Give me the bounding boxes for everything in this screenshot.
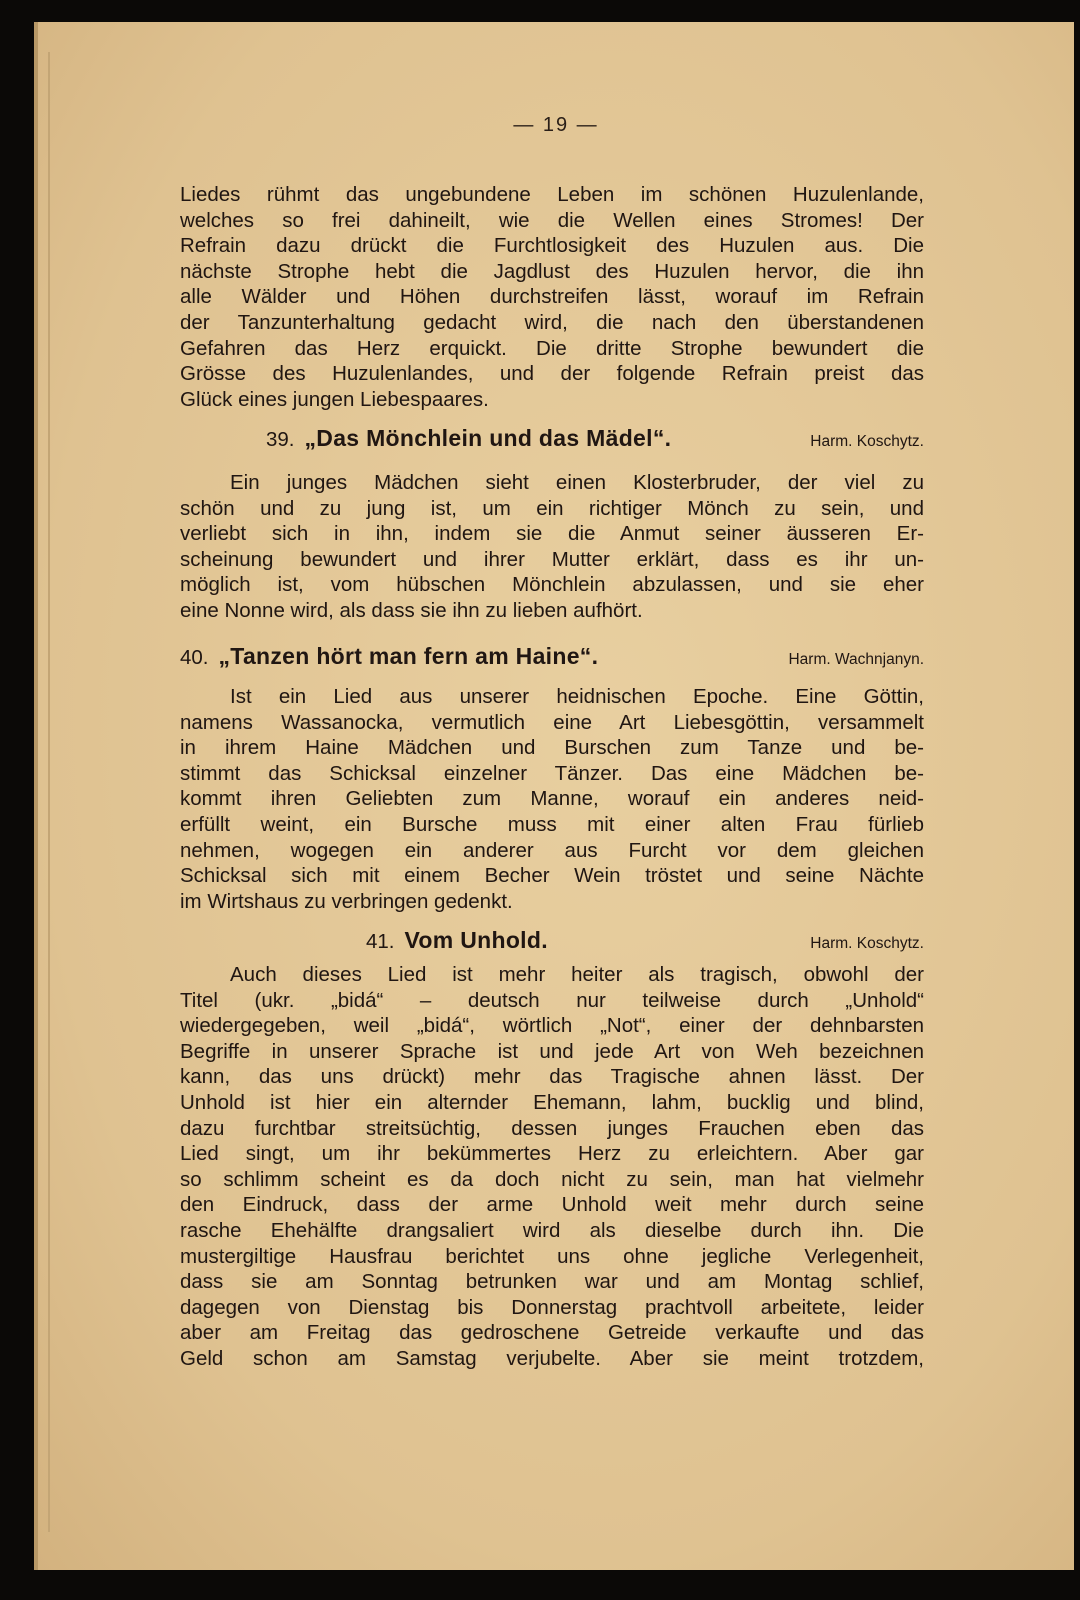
section-title: „Tanzen hört man fern am Haine“. xyxy=(218,643,599,669)
text-line: nehmen, wogegen ein anderer aus Furcht vor dem gleichen xyxy=(180,838,924,862)
text-line: rasche Ehehälfte drangsaliert wird als dieselbe durch ihn. Die xyxy=(180,1218,924,1242)
text-line: den Eindruck, dass der arme Unhold weit mehr durch seine xyxy=(180,1193,924,1217)
text-line: kann, das uns drückt) mehr das Tragische ahnen lässt. Der xyxy=(180,1065,924,1089)
text-line: alle Wälder und Höhen durchstreifen lässt, worauf im Refrain xyxy=(180,285,924,309)
section-title: Vom Unhold. xyxy=(404,927,548,953)
section-body xyxy=(180,684,924,914)
text-line: Schicksal sich mit einem Becher Wein tröstet und seine Nächte xyxy=(180,864,924,888)
text-line: in ihrem Haine Mädchen und Burschen zum Tanze und be- xyxy=(180,736,924,760)
text-line: Begriffe in unserer Sprache ist und jede Art von Weh bezeichnen xyxy=(180,1039,924,1063)
text-line: Lied singt, um ihr bekümmertes Herz zu erleichtern. Aber gar xyxy=(180,1142,924,1166)
section-body xyxy=(180,470,924,624)
text-line: so schlimm scheint es da doch nicht zu sein, man hat vielmehr xyxy=(180,1167,924,1191)
text-line: Geld schon am Samstag verjubelte. Aber sie meint trotzdem, xyxy=(180,1346,924,1370)
text-line: verliebt sich in ihn, indem sie die Anmut seiner äusseren Er- xyxy=(180,522,924,546)
text-line: erfüllt weint, ein Bursche muss mit einer alten Frau fürlieb xyxy=(180,812,924,836)
text-line: stimmt das Schicksal einzelner Tänzer. Das eine Mädchen be- xyxy=(180,761,924,785)
text-line: scheinung bewundert und ihrer Mutter erklärt, dass es ihr un- xyxy=(180,547,924,571)
section-40 xyxy=(180,644,924,914)
text-line: Glück eines jungen Liebespaares. xyxy=(180,387,489,411)
text-line: Gefahren das Herz erquickt. Die dritte Strophe bewundert die xyxy=(180,336,924,360)
section-body xyxy=(180,962,924,1372)
text-line: Unhold ist hier ein alternder Ehemann, lahm, bucklig und blind, xyxy=(180,1090,924,1114)
text-line: dass sie am Sonntag betrunken war und am Montag schlief, xyxy=(180,1270,924,1294)
text-line: Auch dieses Lied ist mehr heiter als tragisch, obwohl der xyxy=(230,963,924,986)
text-line: im Wirtshaus zu verbringen gedenkt. xyxy=(180,889,513,913)
text-line: Titel (ukr. „bidá“ – deutsch nur teilweise durch „Unhold“ xyxy=(180,988,924,1012)
section-title: „Das Mönchlein und das Mädel“. xyxy=(304,425,672,451)
text-line: Ist ein Lied aus unserer heidnischen Epoche. Eine Göttin, xyxy=(230,685,924,708)
arranger-credit: Harm. Wachnjanyn. xyxy=(788,651,924,668)
section-39 xyxy=(180,426,924,624)
text-line: wiedergegeben, weil „bidá“, wörtlich „Not“, einer der dehnbarsten xyxy=(180,1014,924,1038)
section-heading xyxy=(180,644,924,674)
text-line: möglich ist, vom hübschen Mönchlein abzulassen, und sie eher xyxy=(180,573,924,597)
text-line: nächste Strophe hebt die Jagdlust des Huzulen hervor, die ihn xyxy=(180,259,924,283)
text-line: namens Wassanocka, vermutlich eine Art Liebesgöttin, versammelt xyxy=(180,710,924,734)
text-line: der Tanzunterhaltung gedacht wird, die nach den überstandenen xyxy=(180,310,924,334)
section-41 xyxy=(180,928,924,1372)
text-line: kommt ihren Geliebten zum Manne, worauf ein anderes neid- xyxy=(180,787,924,811)
book-page xyxy=(34,22,1074,1570)
section-number: 40. xyxy=(180,646,209,669)
page-number: — 19 — xyxy=(513,114,599,136)
page-binding-edge xyxy=(48,52,50,1532)
text-line: Ein junges Mädchen sieht einen Klosterbruder, der viel zu xyxy=(230,471,924,494)
text-line: dazu furchtbar streitsüchtig, dessen junges Frauchen eben das xyxy=(180,1116,924,1140)
text-line: eine Nonne wird, als dass sie ihn zu lieben aufhört. xyxy=(180,598,643,622)
text-line: dagegen von Dienstag bis Donnerstag prachtvoll arbeitete, leider xyxy=(180,1295,924,1319)
text-line: Refrain dazu drückt die Furchtlosigkeit des Huzulen aus. Die xyxy=(180,234,924,258)
section-number: 41. xyxy=(366,930,395,953)
text-line: welches so frei dahineilt, wie die Wellen eines Stromes! Der xyxy=(180,208,924,232)
text-line: aber am Freitag das gedroschene Getreide verkaufte und das xyxy=(180,1321,924,1345)
text-line: Grösse des Huzulenlandes, und der folgende Refrain preist das xyxy=(180,362,924,386)
section-heading xyxy=(180,426,924,456)
text-line: mustergiltige Hausfrau berichtet uns ohne jegliche Verlegenheit, xyxy=(180,1244,924,1268)
section-number: 39. xyxy=(266,428,295,451)
text-line: schön und zu jung ist, um ein richtiger Mönch zu sein, und xyxy=(180,496,924,520)
section-heading xyxy=(180,928,924,958)
arranger-credit: Harm. Koschytz. xyxy=(810,935,924,952)
arranger-credit: Harm. Koschytz. xyxy=(810,433,924,450)
text-line: Liedes rühmt das ungebundene Leben im schönen Huzulenlande, xyxy=(180,183,924,206)
intro-paragraph xyxy=(180,182,924,412)
